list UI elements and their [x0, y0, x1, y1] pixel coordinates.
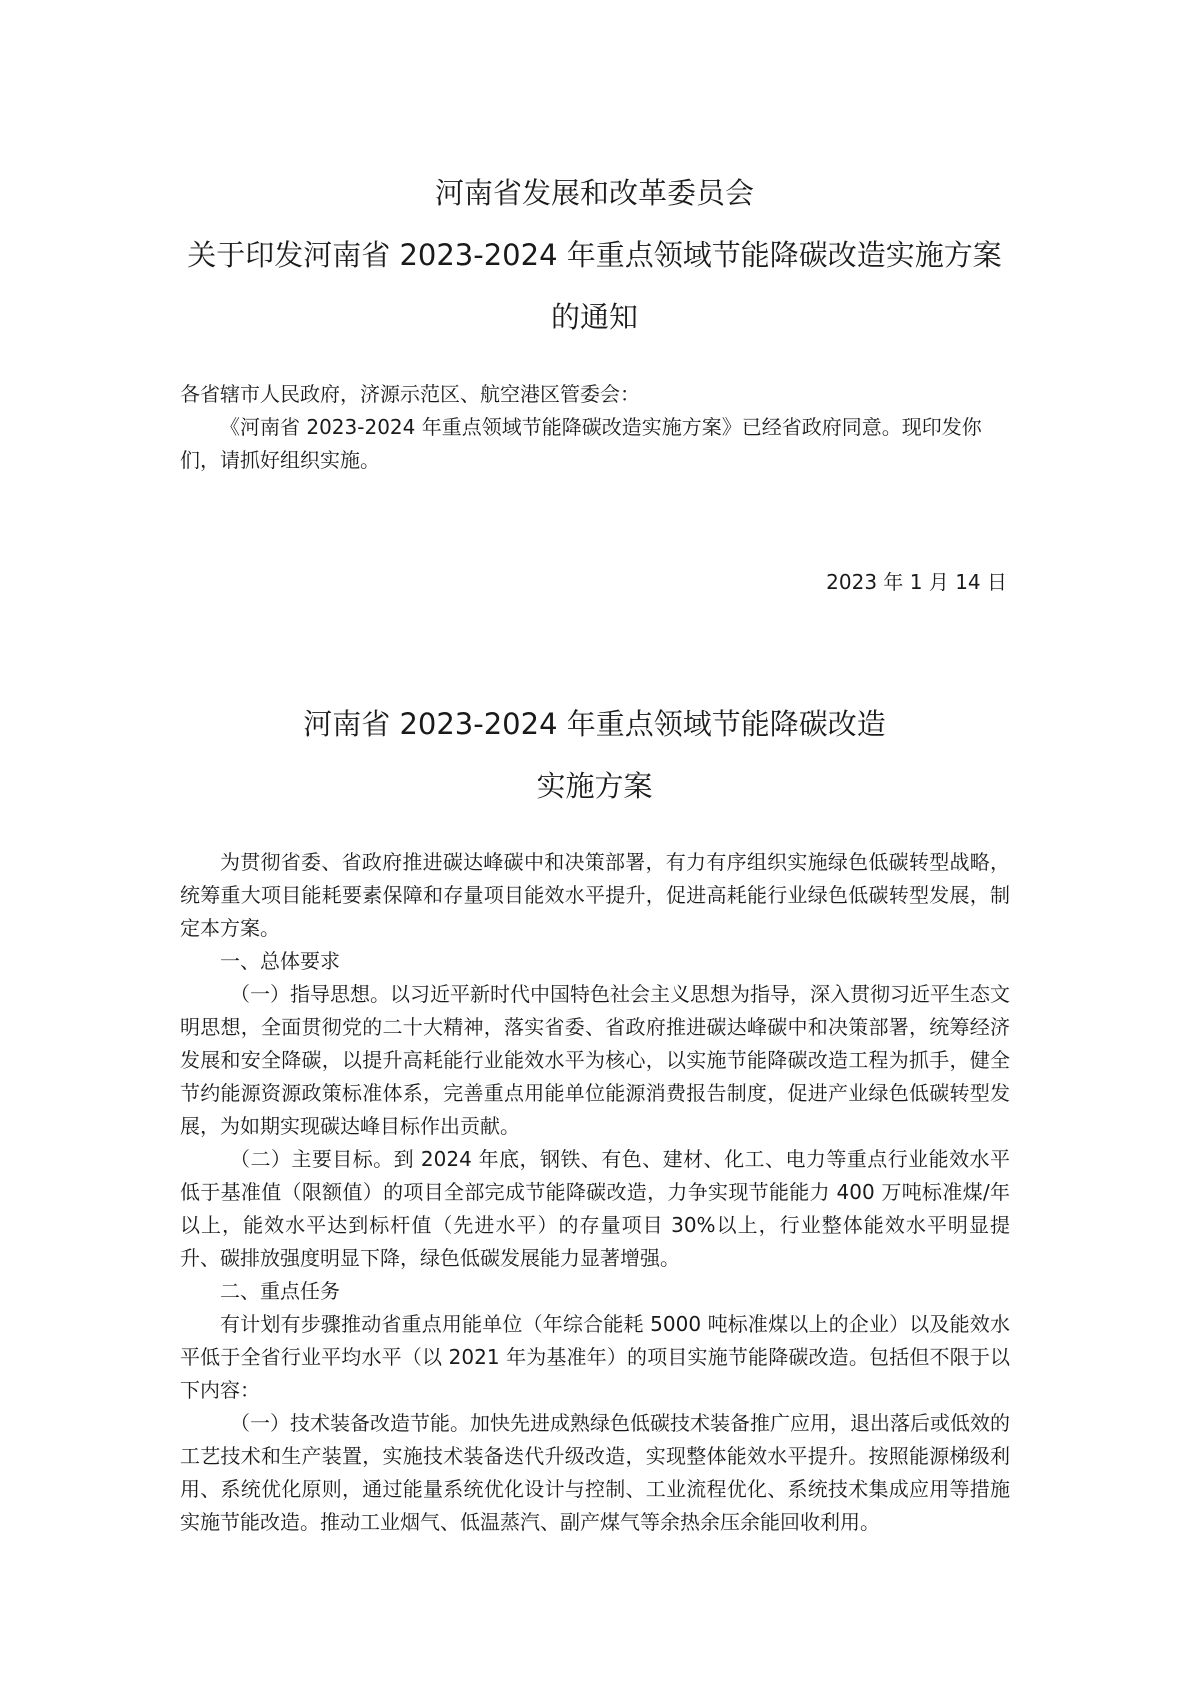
- plan-heading-key-tasks: 二、重点任务: [220, 1279, 340, 1303]
- notice-title-line3: 的通知: [550, 300, 638, 334]
- notice-intro: 《河南省 2023-2024 年重点领域节能降碳改造实施方案》已经省政府同意。现印发你们，请抓好组织实施。: [180, 415, 982, 472]
- notice-title-line1: 河南省发展和改革委员会: [434, 176, 754, 210]
- plan-heading-general-requirements: 一、总体要求: [220, 949, 340, 973]
- plan-paragraph-equipment-retrofit: （一）技术装备改造节能。加快先进成熟绿色低碳技术装备推广应用，退出落后或低效的工艺技术和生产装置，实施技术装备迭代升级改造，实现整体能效水平提升。按照能源梯级利用、系统优化原则，通过能量系统优化设计与控制、工业流程优化、系统技术集成应用等措施实施节能改造。推动工业烟气、低温蒸汽、副产煤气等余热余压余能回收利用。: [180, 1411, 1010, 1534]
- plan-paragraph-key-tasks-intro: 有计划有步骤推动省重点用能单位（年综合能耗 5000 吨标准煤以上的企业）以及能效水平低于全省行业平均水平（以 2021 年为基准年）的项目实施节能降碳改造。包括但不限于以下内容：: [180, 1312, 1010, 1402]
- notice-title: [0, 162, 1189, 348]
- plan-paragraph-guiding-ideology: （一）指导思想。以习近平新时代中国特色社会主义思想为指导，深入贯彻习近平生态文明思想，全面贯彻党的二十大精神，落实省委、省政府推进碳达峰碳中和决策部署，统筹经济发展和安全降碳，以提升高耗能行业能效水平为核心，以实施节能降碳改造工程为抓手，健全节约能源资源政策标准体系，完善重点用能单位能源消费报告制度，促进产业绿色低碳转型发展，为如期实现碳达峰目标作出贡献。: [180, 982, 1010, 1138]
- notice-date: 2023 年 1 月 14 日: [826, 570, 1007, 594]
- notice-recipient: 各省辖市人民政府，济源示范区、航空港区管委会：: [180, 382, 640, 406]
- plan-paragraph-main-targets: （二）主要目标。到 2024 年底，钢铁、有色、建材、化工、电力等重点行业能效水平低于基准值（限额值）的项目全部完成节能降碳改造，力争实现节能能力 400 万吨标准煤/年以上，能效水平达到标杆值（先进水平）的存量项目 30%以上，行业整体能效水平明显提升、碳排放强度明显下降，绿色低碳发展能力显著增强。: [180, 1147, 1010, 1270]
- plan-title-line2: 实施方案: [536, 769, 653, 803]
- plan-title: [0, 693, 1189, 817]
- plan-title-line1: 河南省 2023-2024 年重点领域节能降碳改造: [303, 707, 886, 741]
- plan-body: [180, 846, 1010, 1539]
- plan-paragraph-preamble: 为贯彻省委、省政府推进碳达峰碳中和决策部署，有力有序组织实施绿色低碳转型战略，统筹重大项目能耗要素保障和存量项目能效水平提升，促进高耗能行业绿色低碳转型发展，制定本方案。: [180, 850, 1010, 940]
- notice-title-line2: 关于印发河南省 2023-2024 年重点领域节能降碳改造实施方案: [187, 238, 1002, 272]
